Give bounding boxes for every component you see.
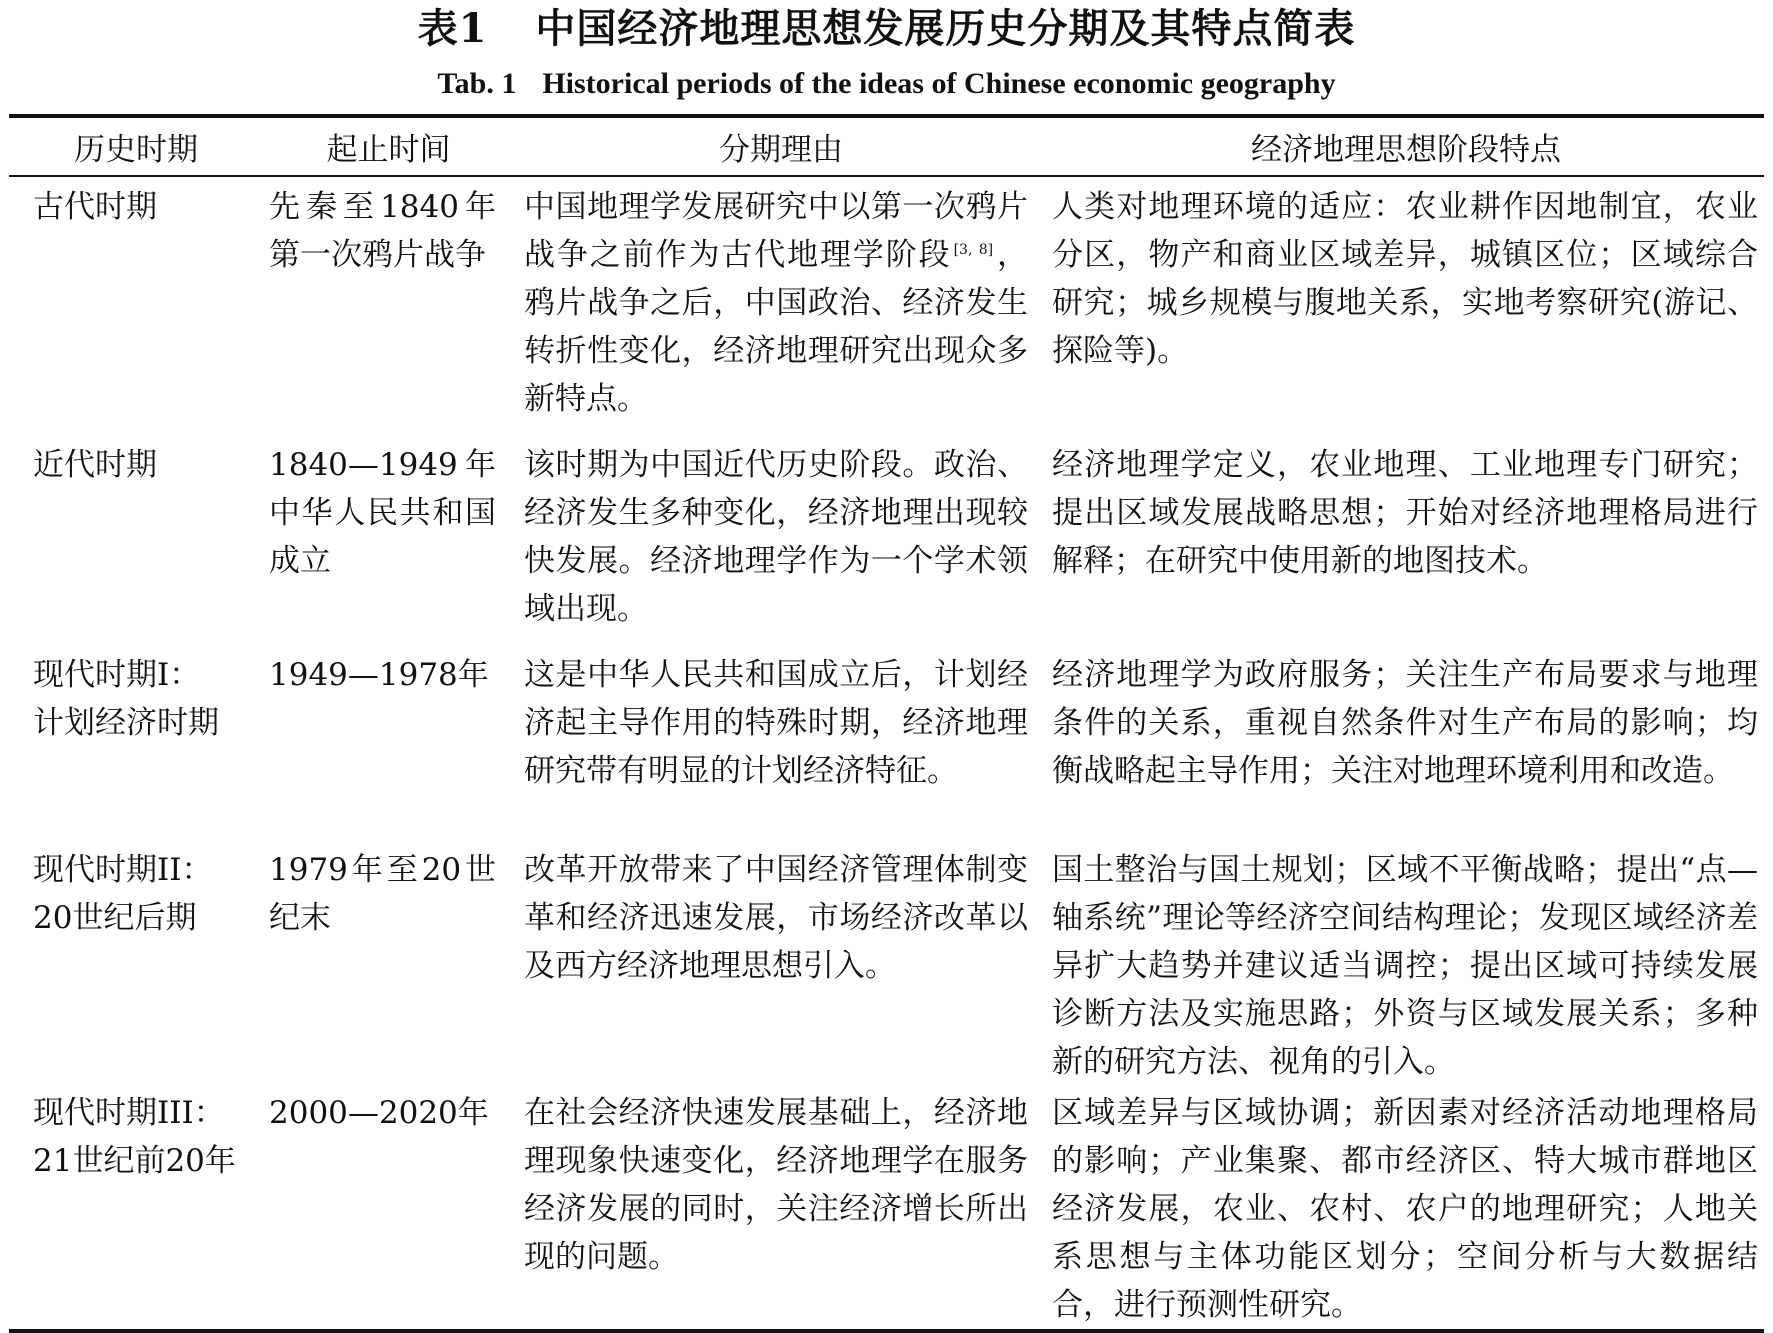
table-header — [9, 118, 1764, 176]
table-title-en-text: Historical periods of the ideas of Chinese economic geography — [542, 67, 1336, 100]
cell-reason — [514, 176, 1048, 441]
cell-period — [9, 846, 263, 1089]
periods-table — [9, 118, 1764, 1329]
table-number-label-cn: 表1 — [417, 5, 488, 52]
table-title-english — [0, 64, 1773, 104]
cell-time-span: 1840—1949年中华人民共和国成立 — [269, 447, 496, 579]
table-row — [9, 176, 1764, 441]
table-row — [9, 1089, 1764, 1329]
cell-period-line-2: 21世纪前20年 — [33, 1143, 236, 1179]
cell-reason: 该时期为中国近代历史阶段。政治、经济发生多种变化，经济地理出现较快发展。经济地理学作为一个学术领域出现。 — [524, 447, 1028, 627]
header-reason: 分期理由 — [514, 118, 1048, 176]
cell-reason: 在社会经济快速发展基础上，经济地理现象快速变化，经济地理学在服务经济发展的同时，关注经济增长所出现的问题。 — [524, 1095, 1028, 1275]
table-row — [9, 441, 1764, 651]
cell-period-line-2: 计划经济时期 — [33, 705, 219, 741]
table-number-label-en: Tab. 1 — [437, 67, 517, 100]
cell-reason-text-a: 中国地理学发展研究中以第一次鸦片战争之前作为古代地理学阶段 — [524, 189, 1028, 273]
header-features: 经济地理思想阶段特点 — [1048, 118, 1764, 176]
cell-reason: 这是中华人民共和国成立后，计划经济起主导作用的特殊时期，经济地理研究带有明显的计划经济特征。 — [524, 657, 1028, 789]
table-title-chinese — [0, 2, 1773, 56]
cell-features: 人类对地理环境的适应：农业耕作因地制宜，农业分区，物产和商业区域差异，城镇区位；区域综合研究；城乡规模与腹地关系，实地考察研究(游记、探险等)。 — [1052, 189, 1758, 369]
cell-features: 经济地理学为政府服务；关注生产布局要求与地理条件的关系，重视自然条件对生产布局的影响；均衡战略起主导作用；关注对地理环境利用和改造。 — [1052, 657, 1758, 789]
cell-features: 经济地理学定义，农业地理、工业地理专门研究；提出区域发展战略思想；开始对经济地理格局进行解释；在研究中使用新的地图技术。 — [1052, 447, 1758, 579]
header-time-span: 起止时间 — [263, 118, 514, 176]
cell-period-line-2: 20世纪后期 — [33, 900, 197, 936]
citation-reference: [3, 8] — [953, 241, 994, 258]
cell-period-line-1: 现代时期III： — [33, 1095, 225, 1131]
cell-period: 近代时期 — [33, 447, 157, 483]
cell-reason-text-b: ，鸦片战争之后，中国政治、经济发生转折性变化，经济地理研究出现众多新特点。 — [524, 237, 1028, 417]
cell-period — [9, 651, 263, 846]
cell-time-span: 1979年至20世纪末 — [269, 852, 496, 936]
table-body — [9, 176, 1764, 1329]
cell-period — [9, 1089, 263, 1329]
cell-time-span: 2000—2020年 — [269, 1095, 489, 1131]
cell-period-line-1: 现代时期I： — [33, 657, 201, 693]
header-row — [9, 118, 1764, 176]
cell-period-line-1: 现代时期II： — [33, 852, 213, 888]
cell-time-span: 先秦至1840年第一次鸦片战争 — [269, 189, 496, 273]
cell-reason: 改革开放带来了中国经济管理体制变革和经济迅速发展，市场经济改革以及西方经济地理思想引入。 — [524, 852, 1028, 984]
cell-features: 区域差异与区域协调；新因素对经济活动地理格局的影响；产业集聚、都市经济区、特大城市群地区经济发展，农业、农村、农户的地理研究；人地关系思想与主体功能区划分；空间分析与大数据结合，进行预测性研究。 — [1052, 1095, 1758, 1323]
periods-table-container — [9, 114, 1764, 1333]
cell-features: 国土整治与国土规划；区域不平衡战略；提出“点—轴系统”理论等经济空间结构理论；发现区域经济差异扩大趋势并建议适当调控；提出区域可持续发展诊断方法及实施思路；外资与区域发展关系；多种新的研究方法、视角的引入。 — [1052, 852, 1758, 1080]
header-period: 历史时期 — [9, 118, 263, 176]
cell-period: 古代时期 — [33, 189, 157, 225]
table-row — [9, 651, 1764, 846]
table-row — [9, 846, 1764, 1089]
table-title-cn-text: 中国经济地理思想发展历史分期及其特点简表 — [535, 5, 1356, 52]
cell-time-span: 1949—1978年 — [269, 657, 489, 693]
